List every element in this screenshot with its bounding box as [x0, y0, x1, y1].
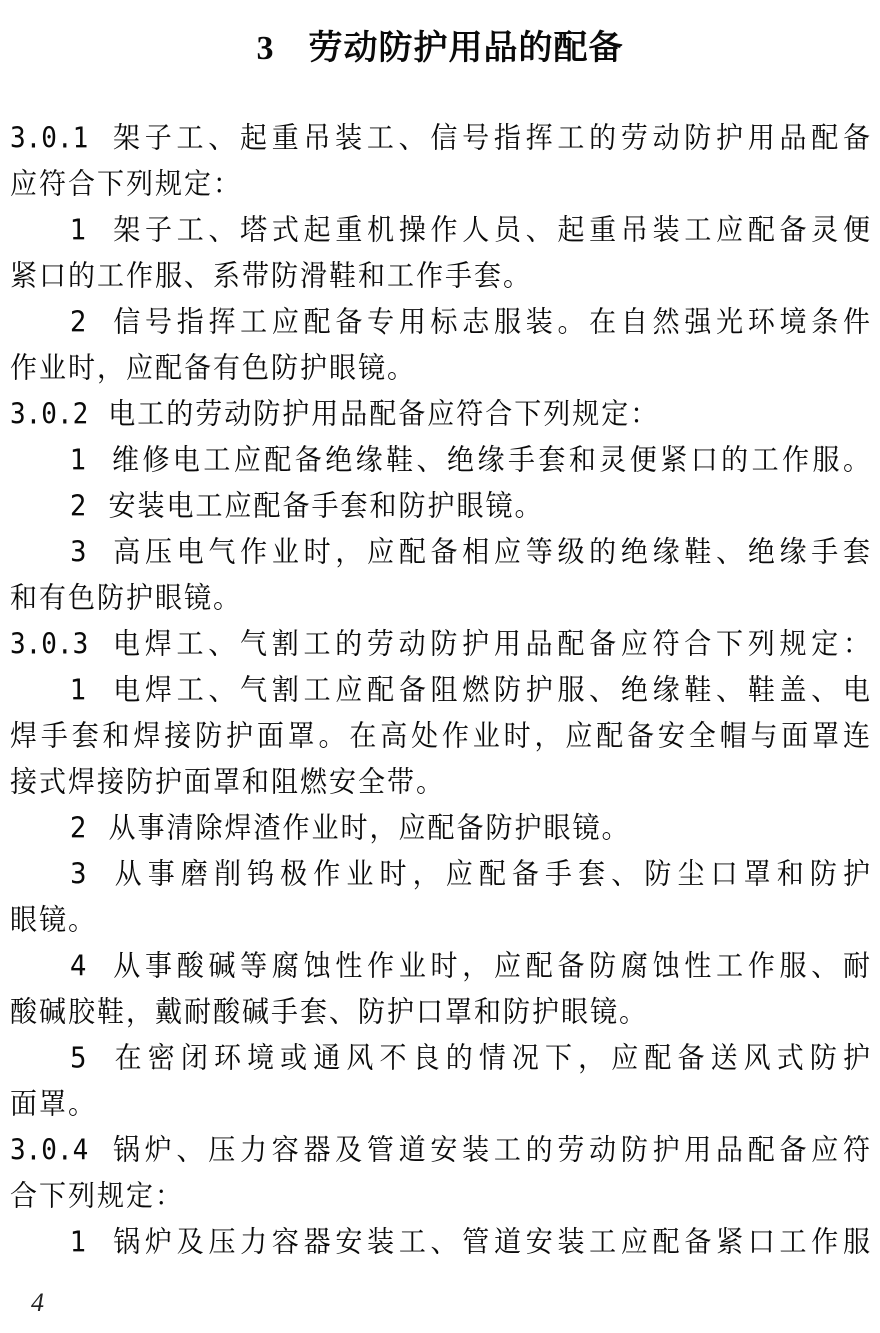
item-text: 从事磨削钨极作业时，应配备手套、防尘口罩和防护 — [108, 857, 870, 892]
text-line — [10, 574, 870, 624]
clause-heading-line — [10, 390, 870, 440]
text-line — [10, 988, 870, 1038]
item-text: 安装电工应配备手套和防护眼镜。 — [108, 489, 544, 524]
item-number: 2 — [70, 490, 87, 524]
item-number: 3 — [70, 536, 87, 570]
clause-text: 锅炉、压力容器及管道安装工的劳动防护用品配备应符 — [108, 1133, 870, 1168]
text-line — [10, 344, 870, 394]
line-text: 紧口的工作服、系带防滑鞋和工作手套。 — [10, 259, 532, 294]
text-line — [10, 252, 870, 302]
item-text: 高压电气作业时，应配备相应等级的绝缘鞋、绝缘手套 — [108, 535, 870, 570]
item-line — [70, 482, 870, 532]
clause-heading-line — [10, 620, 870, 670]
item-number: 2 — [70, 812, 87, 846]
clause-text: 电焊工、气割工的劳动防护用品配备应符合下列规定： — [108, 627, 870, 662]
item-line — [70, 850, 870, 900]
clause-heading-line — [10, 114, 870, 164]
clause-heading-line — [10, 1126, 870, 1176]
item-text: 架子工、塔式起重机操作人员、起重吊装工应配备灵便 — [108, 213, 870, 248]
item-number: 4 — [70, 950, 87, 984]
text-line — [10, 896, 870, 946]
line-text: 面罩。 — [10, 1087, 97, 1122]
clause-number: 3.0.4 — [10, 1134, 89, 1168]
page-number: 4 — [31, 1288, 44, 1317]
item-text: 在密闭环境或通风不良的情况下，应配备送风式防护 — [108, 1041, 870, 1076]
item-line — [70, 436, 870, 486]
clause-text: 电工的劳动防护用品配备应符合下列规定： — [108, 397, 660, 432]
item-number: 1 — [70, 674, 87, 708]
item-line — [70, 666, 870, 716]
clause-number: 3.0.2 — [10, 398, 89, 432]
chapter-title-text: 劳动防护用品的配备 — [308, 27, 624, 68]
line-text: 和有色防护眼镜。 — [10, 581, 242, 616]
item-line — [70, 942, 870, 992]
clause-number: 3.0.1 — [10, 122, 89, 156]
line-text: 应符合下列规定： — [10, 167, 242, 202]
item-text: 从事酸碱等腐蚀性作业时，应配备防腐蚀性工作服、耐 — [108, 949, 870, 984]
item-text: 信号指挥工应配备专用标志服装。在自然强光环境条件 — [108, 305, 870, 340]
text-line — [10, 160, 870, 210]
chapter-title — [0, 25, 880, 72]
item-number: 3 — [70, 858, 87, 892]
item-text: 锅炉及压力容器安装工、管道安装工应配备紧口工作服 — [108, 1225, 870, 1260]
item-text: 从事清除焊渣作业时，应配备防护眼镜。 — [108, 811, 631, 846]
item-number: 1 — [70, 444, 87, 478]
text-line — [10, 712, 870, 762]
chapter-number: 3 — [256, 29, 275, 67]
item-line — [70, 298, 870, 348]
item-line — [70, 1218, 870, 1268]
item-line — [70, 206, 870, 256]
item-text: 维修电工应配备绝缘鞋、绝缘手套和灵便紧口的工作服。 — [108, 443, 870, 478]
item-text: 电焊工、气割工应配备阻燃防护服、绝缘鞋、鞋盖、电 — [108, 673, 870, 708]
line-text: 作业时，应配备有色防护眼镜。 — [10, 351, 416, 386]
item-line — [70, 528, 870, 578]
text-line — [10, 758, 870, 808]
item-number: 5 — [70, 1042, 87, 1076]
text-line — [10, 1172, 870, 1222]
clause-number: 3.0.3 — [10, 628, 89, 662]
text-line — [10, 1080, 870, 1130]
line-text: 酸碱胶鞋，戴耐酸碱手套、防护口罩和防护眼镜。 — [10, 995, 648, 1030]
line-text: 接式焊接防护面罩和阻燃安全带。 — [10, 765, 445, 800]
item-number: 1 — [70, 1226, 87, 1260]
item-number: 1 — [70, 214, 87, 248]
line-text: 合下列规定： — [10, 1179, 184, 1214]
item-number: 2 — [70, 306, 87, 340]
clause-text: 架子工、起重吊装工、信号指挥工的劳动防护用品配备 — [108, 121, 870, 156]
item-line — [70, 804, 870, 854]
line-text: 焊手套和焊接防护面罩。在高处作业时，应配备安全帽与面罩连 — [10, 719, 870, 754]
item-line — [70, 1034, 870, 1084]
line-text: 眼镜。 — [10, 903, 97, 938]
